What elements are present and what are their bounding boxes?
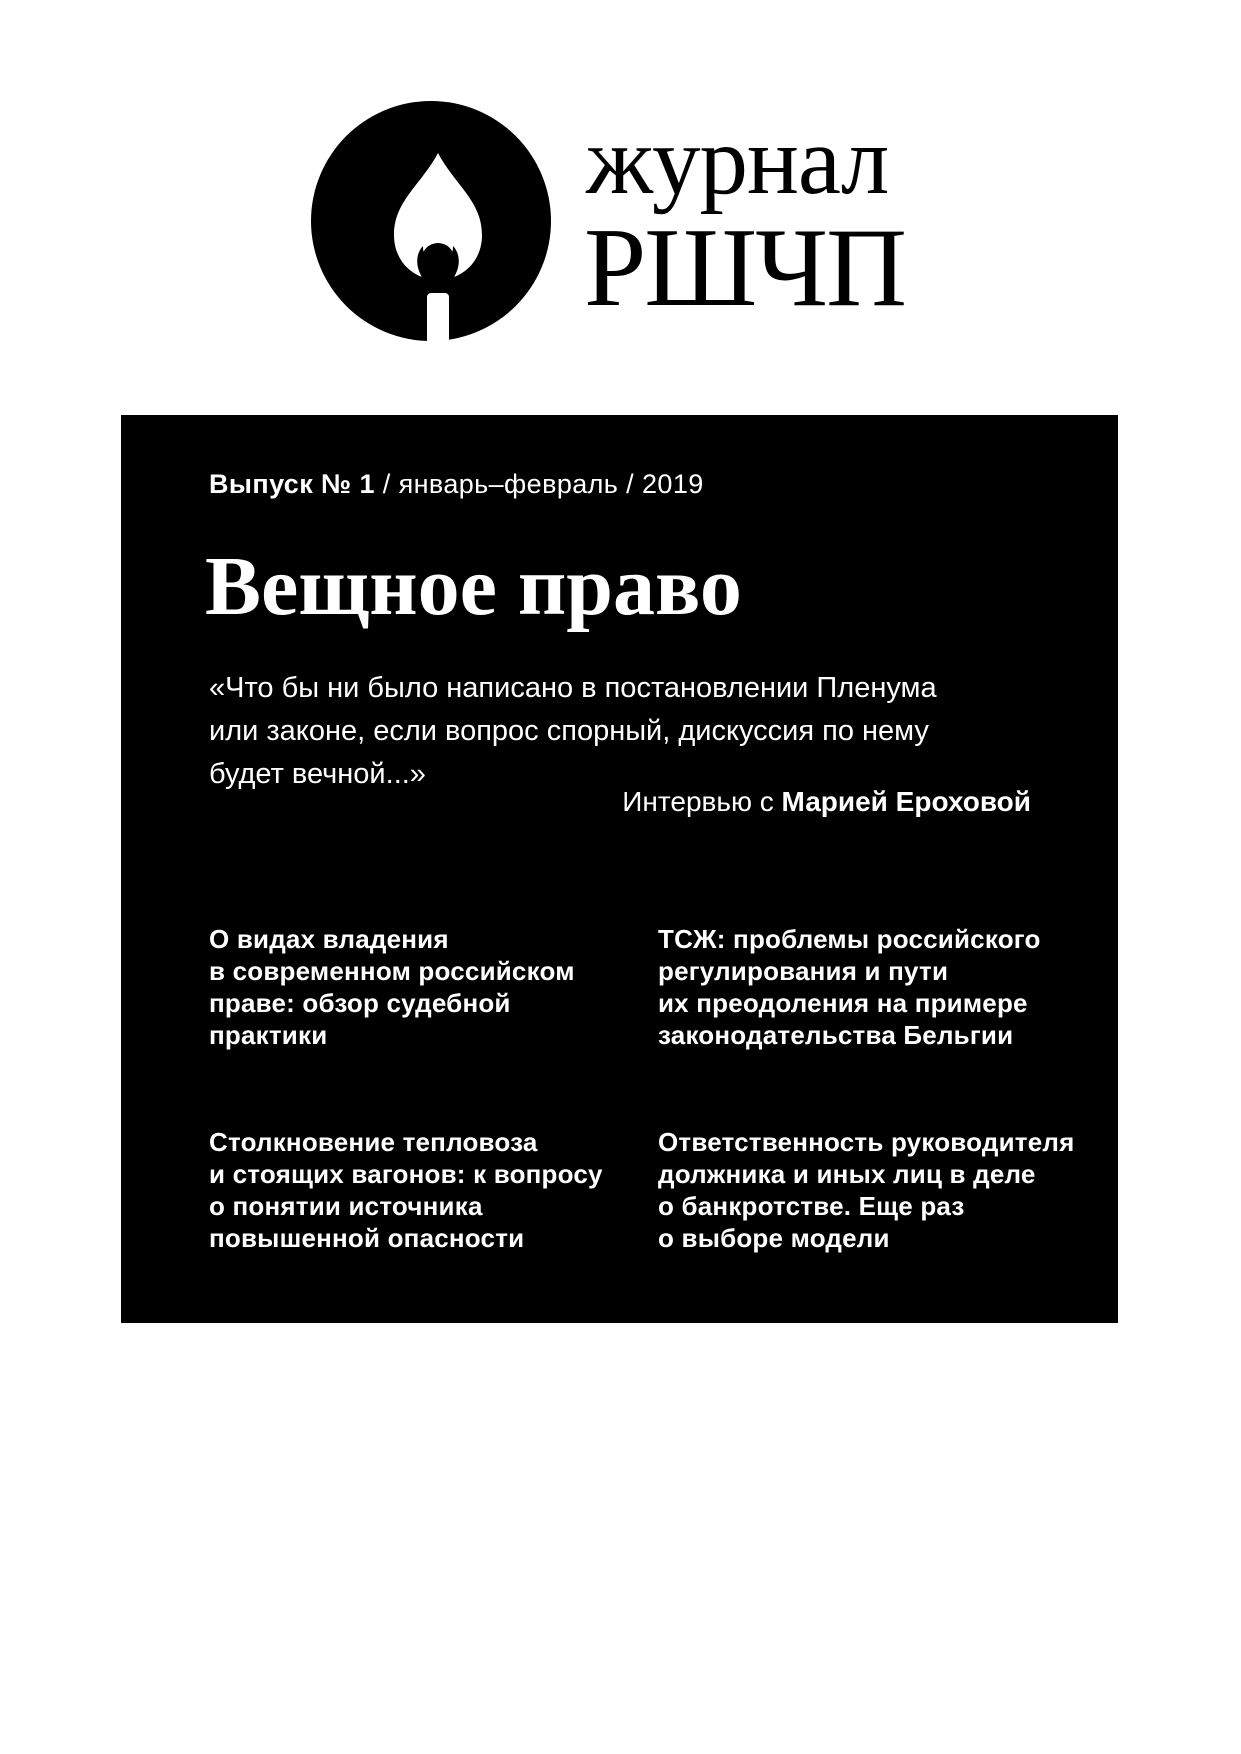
- interview-prefix: Интервью с: [622, 786, 782, 817]
- issue-line: [209, 467, 704, 501]
- interview-name: Марией Ероховой: [781, 786, 1031, 817]
- teaser-line: практики: [209, 1020, 328, 1050]
- teaser-line: их преодоления на примере: [658, 988, 1028, 1018]
- pull-quote: [209, 667, 937, 796]
- burning-match-icon: [311, 101, 551, 351]
- cover-panel: [121, 415, 1118, 1323]
- teaser-line: законодательства Бельгии: [658, 1020, 1014, 1050]
- quote-line: будет вечной...»: [209, 758, 426, 790]
- teaser-line: в современном российском: [209, 956, 575, 986]
- teaser-line: ТСЖ: проблемы российского: [658, 924, 1041, 954]
- teaser-line: повышенной опасности: [209, 1223, 525, 1253]
- teaser-line: праве: обзор судебной: [209, 988, 511, 1018]
- teaser-line: о понятии источника: [209, 1191, 483, 1221]
- teaser-line: и стоящих вагонов: к вопросу: [209, 1159, 603, 1189]
- teaser-line: Ответственность руководителя: [658, 1127, 1075, 1157]
- teaser-article-3: [209, 1126, 603, 1254]
- quote-line: или законе, если вопрос спорный, дискуссия по нему: [209, 715, 929, 747]
- logo-wordmark-line2: РШЧП: [584, 206, 905, 330]
- interview-credit: [209, 785, 1031, 819]
- teaser-line: о выборе модели: [658, 1223, 890, 1253]
- teaser-article-1: [209, 923, 575, 1051]
- teaser-article-4: [658, 1126, 1074, 1254]
- section-title: Вещное право: [205, 540, 742, 633]
- teaser-line: Столкновение тепловоза: [209, 1127, 538, 1157]
- teaser-line: О видах владения: [209, 924, 449, 954]
- issue-date: / январь–февраль / 2019: [374, 469, 704, 499]
- teaser-line: должника и иных лиц в деле: [658, 1159, 1036, 1189]
- issue-number: Выпуск № 1: [209, 469, 375, 499]
- teaser-article-2: [658, 923, 1041, 1051]
- teaser-line: о банкротстве. Еще раз: [658, 1191, 965, 1221]
- teaser-line: регулирования и пути: [658, 956, 949, 986]
- quote-line: «Что бы ни было написано в постановлении Пленума: [209, 672, 937, 704]
- logo-wordmark-line1: журнал: [586, 107, 889, 214]
